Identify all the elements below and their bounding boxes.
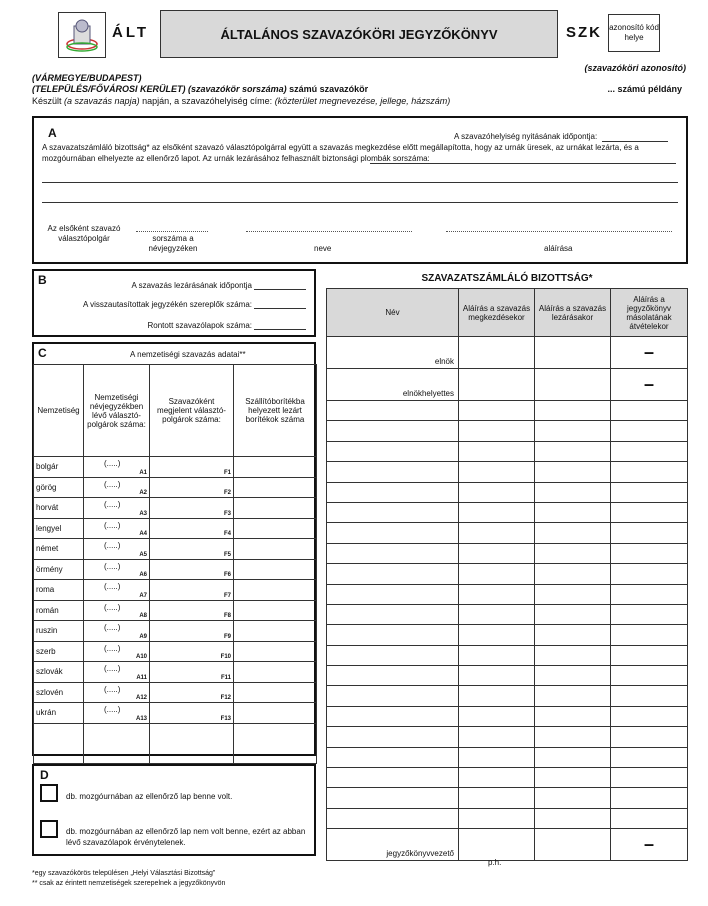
precinct-text: számú szavazókör (289, 84, 369, 94)
seal-numbers-field[interactable] (370, 163, 676, 164)
committee-row (327, 441, 688, 461)
member-name-cell[interactable] (327, 604, 459, 624)
precinct-line (32, 84, 682, 94)
committee-table (326, 288, 688, 861)
sign-copy-cell[interactable] (611, 441, 688, 461)
sign-start-cell[interactable] (459, 747, 535, 767)
nationality-name: örmény (34, 559, 84, 580)
rejected-count-field[interactable] (254, 308, 306, 309)
sign-copy-cell[interactable] (611, 584, 688, 604)
member-name-cell[interactable] (327, 808, 459, 828)
sign-close-cell[interactable] (535, 706, 611, 726)
sign-start-cell[interactable] (459, 686, 535, 706)
committee-row (327, 625, 688, 645)
spoiled-count-field[interactable] (254, 329, 306, 330)
col-envelopes: Szállítóborítékba helyezett lezárt borítékok száma (234, 365, 317, 457)
nationality-name: görög (34, 477, 84, 498)
precinct-number-label: (szavazókör sorszáma) (188, 84, 287, 94)
appeared-cell[interactable]: F2 (150, 477, 234, 498)
member-name-cell[interactable] (327, 584, 459, 604)
seal-line-2[interactable] (42, 202, 678, 203)
made-line: Készült (a szavazás napja) napján, a szavazóhelyiség címe: (közterület megnevezése, jellege, házszám) (32, 96, 451, 106)
col-name: Név (327, 289, 459, 337)
nationality-name: román (34, 600, 84, 621)
envelopes-cell[interactable] (234, 518, 317, 539)
sign-copy-cell[interactable] (611, 747, 688, 767)
nationality-row (34, 703, 317, 724)
sign-close-cell[interactable] (535, 401, 611, 421)
sign-start-cell[interactable] (459, 462, 535, 482)
committee-row (327, 401, 688, 421)
sign-start-cell[interactable] (459, 768, 535, 788)
sign-start-cell[interactable] (459, 369, 535, 401)
sign-copy-cell[interactable] (611, 401, 688, 421)
settlement-label: (TELEPÜLÉS/FŐVÁROSI KERÜLET) (32, 84, 186, 94)
precinct-id-note: (szavazóköri azonosító) (584, 63, 686, 73)
sign-start-cell[interactable] (459, 482, 535, 502)
committee-row (327, 808, 688, 828)
sign-close-cell[interactable] (535, 686, 611, 706)
member-name-cell[interactable] (327, 482, 459, 502)
nationality-name: német (34, 539, 84, 560)
registered-cell[interactable]: (.....) A9 (84, 621, 150, 642)
appeared-cell[interactable]: F7 (150, 580, 234, 601)
sign-close-cell[interactable] (535, 768, 611, 788)
committee-row (327, 604, 688, 624)
registered-cell[interactable]: (.....) A10 (84, 641, 150, 662)
registered-cell[interactable]: (.....) A8 (84, 600, 150, 621)
appeared-cell[interactable]: F6 (150, 559, 234, 580)
member-name-cell[interactable] (327, 747, 459, 767)
col-sign-copy: Aláírás a jegyzőkönyv másolatának átvételekor (611, 289, 688, 337)
sign-close-cell[interactable] (535, 604, 611, 624)
member-name-cell[interactable] (327, 523, 459, 543)
section-d (32, 764, 316, 856)
nationality-row (34, 682, 317, 703)
sign-copy-cell[interactable] (611, 604, 688, 624)
member-name-cell[interactable] (327, 564, 459, 584)
committee-row (327, 645, 688, 665)
sign-start-cell[interactable] (459, 502, 535, 522)
closing-time-label: A szavazás lezárásának időpontja (131, 281, 252, 290)
coat-of-arms-logo (58, 12, 106, 58)
appeared-cell[interactable]: F12 (150, 682, 234, 703)
sign-close-cell[interactable] (535, 502, 611, 522)
envelopes-cell[interactable] (234, 682, 317, 703)
committee-row (327, 829, 688, 861)
member-name-cell[interactable] (327, 441, 459, 461)
sign-copy-cell[interactable] (611, 788, 688, 808)
nationality-name: bolgár (34, 457, 84, 478)
sign-copy-cell[interactable] (611, 523, 688, 543)
signature-label: aláírása (544, 244, 573, 253)
committee-title: SZAVAZATSZÁMLÁLÓ BIZOTTSÁG* (421, 273, 593, 284)
sign-copy-cell[interactable] (611, 666, 688, 686)
sign-copy-cell[interactable] (611, 421, 688, 441)
sign-close-cell[interactable] (535, 625, 611, 645)
section-a-text: A szavazatszámláló bizottság* az elsőként szavazó választópolgárral együtt a szavazás megkezdése előtt megállapította, hogy az urnák üresek, az urnákat lezárta, és a mozgóurnában elhelyezte az ellenőrző lapot. Az urnák lezárásához felhasznált biztonsági plombák sorszáma: (42, 143, 639, 163)
member-name-cell[interactable] (327, 421, 459, 441)
nationality-row (34, 580, 317, 601)
sign-start-cell[interactable] (459, 829, 535, 861)
envelopes-cell[interactable] (234, 600, 317, 621)
registered-cell[interactable]: (.....) A13 (84, 703, 150, 724)
section-d-letter: D (40, 768, 49, 782)
sign-close-cell[interactable] (535, 808, 611, 828)
sign-close-cell[interactable] (535, 645, 611, 665)
nationality-row (34, 559, 317, 580)
sign-close-cell[interactable] (535, 564, 611, 584)
member-role: elnökhelyettes (327, 369, 459, 401)
committee-row (327, 369, 688, 401)
envelopes-cell[interactable] (234, 621, 317, 642)
first-voter-label: Az elsőként szavazó választópolgár (47, 224, 121, 243)
footnote-1: *egy szavazókörös településen „Helyi Választási Bizottság” (32, 870, 216, 877)
envelopes-cell[interactable] (234, 539, 317, 560)
envelopes-cell[interactable] (234, 580, 317, 601)
sign-close-cell[interactable] (535, 543, 611, 563)
footnote-2: ** csak az érintett nemzetiségek szerepelnek a jegyzőkönyvön (32, 880, 226, 887)
nationality-name: ukrán (34, 703, 84, 724)
sign-close-cell[interactable] (535, 727, 611, 747)
committee-row (327, 564, 688, 584)
reg-number-label: sorszáma a névjegyzéken (148, 234, 198, 253)
sign-copy-cell[interactable] (611, 482, 688, 502)
committee-row (327, 543, 688, 563)
member-name-cell[interactable] (327, 686, 459, 706)
nationality-row (34, 498, 317, 519)
sign-copy-cell[interactable] (611, 625, 688, 645)
appeared-cell[interactable]: F5 (150, 539, 234, 560)
registered-cell[interactable]: (.....) A3 (84, 498, 150, 519)
sign-copy-cell[interactable] (611, 768, 688, 788)
member-name-cell[interactable] (327, 788, 459, 808)
sign-close-cell[interactable] (535, 369, 611, 401)
member-name-cell[interactable] (327, 768, 459, 788)
section-b (32, 269, 316, 337)
member-name-cell[interactable] (327, 645, 459, 665)
signature-field[interactable] (446, 231, 672, 232)
envelopes-cell[interactable] (234, 559, 317, 580)
registered-cell[interactable]: (.....) A2 (84, 477, 150, 498)
sign-copy-cell[interactable] (611, 564, 688, 584)
sign-close-cell[interactable] (535, 747, 611, 767)
no-signature-dash: – (611, 369, 688, 401)
sign-start-cell[interactable] (459, 523, 535, 543)
appeared-cell[interactable]: F13 (150, 703, 234, 724)
sign-start-cell[interactable] (459, 808, 535, 828)
sign-start-cell[interactable] (459, 645, 535, 665)
seal-place: p.h. (488, 858, 502, 867)
county-label: (VÁRMEGYE/BUDAPEST) (32, 73, 142, 83)
committee-row (327, 502, 688, 522)
szk-code: SZK (566, 24, 602, 41)
sign-copy-cell[interactable] (611, 502, 688, 522)
nationality-title: A nemzetiségi szavazás adatai** (130, 350, 246, 359)
appeared-cell[interactable]: F10 (150, 641, 234, 662)
sign-start-cell[interactable] (459, 401, 535, 421)
nationality-table (33, 364, 317, 764)
page-title: ÁLTALÁNOS SZAVAZÓKÖRI JEGYZŐKÖNYV (160, 10, 558, 58)
sign-copy-cell[interactable] (611, 462, 688, 482)
member-name-cell[interactable] (327, 727, 459, 747)
sign-close-cell[interactable] (535, 462, 611, 482)
closing-time-field[interactable] (254, 289, 306, 290)
seal-line-1[interactable] (42, 182, 678, 183)
envelopes-cell[interactable] (234, 641, 317, 662)
col-sign-start: Aláírás a szavazás megkezdésekor (459, 289, 535, 337)
appeared-cell[interactable]: F11 (150, 662, 234, 683)
mobile-urn-ok-label: db. mozgóurnában az ellenőrző lap benne volt. (66, 792, 233, 801)
member-name-cell[interactable] (327, 462, 459, 482)
sign-start-cell[interactable] (459, 441, 535, 461)
committee-row (327, 584, 688, 604)
member-role: jegyzőkönyvvezető (327, 829, 459, 861)
col-sign-close: Aláírás a szavazás lezárásakor (535, 289, 611, 337)
sign-start-cell[interactable] (459, 564, 535, 584)
opening-time-label: A szavazóhelyiség nyitásának időpontja: (454, 132, 598, 141)
section-b-letter: B (38, 273, 47, 287)
envelopes-cell[interactable] (234, 498, 317, 519)
sign-start-cell[interactable] (459, 625, 535, 645)
committee-row (327, 337, 688, 369)
sign-close-cell[interactable] (535, 788, 611, 808)
appeared-cell[interactable]: F9 (150, 621, 234, 642)
spoiled-count-label: Rontott szavazólapok száma: (147, 321, 252, 330)
member-name-cell[interactable] (327, 502, 459, 522)
member-name-cell[interactable] (327, 543, 459, 563)
committee-row (327, 747, 688, 767)
registered-cell[interactable]: (.....) A11 (84, 662, 150, 683)
alt-code: ÁLT (112, 24, 150, 41)
nationality-row (34, 457, 317, 478)
sign-close-cell[interactable] (535, 829, 611, 861)
registered-cell[interactable]: (.....) A5 (84, 539, 150, 560)
nationality-row (34, 477, 317, 498)
nationality-row (34, 621, 317, 642)
member-name-cell[interactable] (327, 401, 459, 421)
sign-start-cell[interactable] (459, 788, 535, 808)
sign-start-cell[interactable] (459, 584, 535, 604)
sign-copy-cell[interactable] (611, 686, 688, 706)
sign-copy-cell[interactable] (611, 808, 688, 828)
sign-close-cell[interactable] (535, 523, 611, 543)
nationality-name: roma (34, 580, 84, 601)
sign-copy-cell[interactable] (611, 706, 688, 726)
sign-copy-cell[interactable] (611, 727, 688, 747)
nationality-row (34, 662, 317, 683)
nationality-row (34, 600, 317, 621)
appeared-cell[interactable]: F8 (150, 600, 234, 621)
committee-row (327, 666, 688, 686)
registered-cell[interactable]: (.....) A7 (84, 580, 150, 601)
section-c-letter: C (38, 346, 47, 360)
appeared-cell[interactable]: F1 (150, 457, 234, 478)
member-role: elnök (327, 337, 459, 369)
nationality-name: szlovén (34, 682, 84, 703)
nationality-row (34, 539, 317, 560)
registered-cell[interactable]: (.....) A6 (84, 559, 150, 580)
appeared-cell[interactable]: F4 (150, 518, 234, 539)
committee-row (327, 482, 688, 502)
registered-cell[interactable]: (.....) A4 (84, 518, 150, 539)
committee-row (327, 788, 688, 808)
name-field[interactable] (246, 231, 412, 232)
envelopes-cell[interactable] (234, 662, 317, 683)
sign-close-cell[interactable] (535, 441, 611, 461)
nationality-row (34, 641, 317, 662)
section-a (32, 116, 688, 264)
rejected-count-label: A visszautasítottak jegyzékén szereplők száma: (83, 300, 252, 309)
registered-cell[interactable]: (.....) A1 (84, 457, 150, 478)
sign-close-cell[interactable] (535, 337, 611, 369)
col-nationality: Nemzetiség (34, 365, 84, 457)
committee-row (327, 727, 688, 747)
sign-start-cell[interactable] (459, 543, 535, 563)
nationality-name: szerb (34, 641, 84, 662)
reg-number-field[interactable] (136, 231, 208, 232)
sign-start-cell[interactable] (459, 337, 535, 369)
section-c (32, 342, 316, 756)
mobile-urn-missing-count[interactable] (40, 820, 58, 838)
sign-copy-cell[interactable] (611, 543, 688, 563)
committee-row (327, 523, 688, 543)
nationality-row (34, 518, 317, 539)
sign-close-cell[interactable] (535, 482, 611, 502)
copy-number: ... számú példány (607, 84, 682, 94)
sign-start-cell[interactable] (459, 421, 535, 441)
id-code-box: azonosító kód helye (608, 14, 660, 52)
mobile-urn-ok-count[interactable] (40, 784, 58, 802)
name-label: neve (314, 244, 332, 253)
col-registered: Nemzetiségi névjegyzékben lévő választó-polgárok száma: (84, 365, 150, 457)
committee-row (327, 686, 688, 706)
sign-start-cell[interactable] (459, 706, 535, 726)
member-name-cell[interactable] (327, 706, 459, 726)
committee-row (327, 462, 688, 482)
nationality-name: lengyel (34, 518, 84, 539)
committee-row (327, 768, 688, 788)
col-appeared: Szavazóként megjelent választó-polgárok száma: (150, 365, 234, 457)
committee-row (327, 706, 688, 726)
envelopes-cell[interactable] (234, 477, 317, 498)
committee-row (327, 421, 688, 441)
envelopes-cell[interactable] (234, 457, 317, 478)
member-name-cell[interactable] (327, 666, 459, 686)
no-signature-dash: – (611, 337, 688, 369)
nationality-name: szlovák (34, 662, 84, 683)
nationality-name: horvát (34, 498, 84, 519)
nationality-name: ruszin (34, 621, 84, 642)
member-name-cell[interactable] (327, 625, 459, 645)
envelopes-cell[interactable] (234, 703, 317, 724)
section-a-letter: A (48, 126, 57, 140)
appeared-cell[interactable]: F3 (150, 498, 234, 519)
sign-close-cell[interactable] (535, 584, 611, 604)
no-signature-dash: – (611, 829, 688, 861)
sign-close-cell[interactable] (535, 421, 611, 441)
sign-start-cell[interactable] (459, 666, 535, 686)
sign-copy-cell[interactable] (611, 645, 688, 665)
sign-start-cell[interactable] (459, 604, 535, 624)
mobile-urn-missing-label: db. mozgóurnában az ellenőrző lap nem volt benne, ezért az abban lévő szavazólapok érvénytelenek. (66, 827, 306, 847)
sign-close-cell[interactable] (535, 666, 611, 686)
nationality-blank-row (34, 723, 317, 763)
registered-cell[interactable]: (.....) A12 (84, 682, 150, 703)
sign-start-cell[interactable] (459, 727, 535, 747)
